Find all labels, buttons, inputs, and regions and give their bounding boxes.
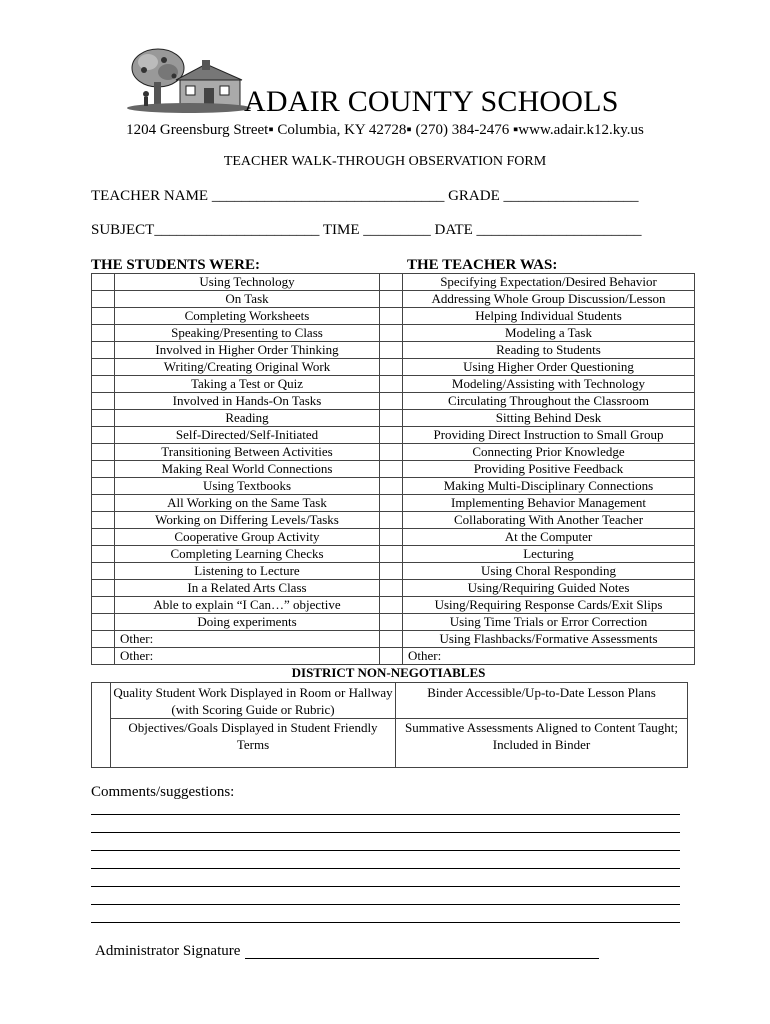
teacher-item: Sitting Behind Desk [403,410,695,427]
comment-line[interactable] [91,886,680,887]
teacher-item: Lecturing [403,546,695,563]
checklist-row [92,631,695,648]
student-checkbox[interactable] [92,444,115,461]
student-item: Using Technology [115,274,380,291]
teacher-item: Using/Requiring Response Cards/Exit Slips [403,597,695,614]
checklist-row [92,308,695,325]
teacher-item: Connecting Prior Knowledge [403,444,695,461]
teacher-checkbox[interactable] [380,444,403,461]
teacher-checkbox[interactable] [380,393,403,410]
teacher-checkbox[interactable] [380,529,403,546]
checklist-row [92,597,695,614]
student-checkbox[interactable] [92,376,115,393]
student-item: Speaking/Presenting to Class [115,325,380,342]
observation-checklist [91,273,695,665]
checklist-row [92,648,695,665]
student-checkbox[interactable] [92,631,115,648]
student-checkbox[interactable] [92,614,115,631]
student-item: In a Related Arts Class [115,580,380,597]
student-item: Writing/Creating Original Work [115,359,380,376]
checklist-row [92,546,695,563]
non-negotiable-row [92,719,688,768]
teacher-checkbox[interactable] [380,580,403,597]
student-item: Involved in Higher Order Thinking [115,342,380,359]
checklist-row [92,376,695,393]
teacher-item: Specifying Expectation/Desired Behavior [403,274,695,291]
checklist-row [92,444,695,461]
comment-line[interactable] [91,850,680,851]
student-item: Cooperative Group Activity [115,529,380,546]
student-item: Doing experiments [115,614,380,631]
comment-line[interactable] [91,868,680,869]
student-item: Working on Differing Levels/Tasks [115,512,380,529]
checklist-row [92,478,695,495]
student-checkbox[interactable] [92,546,115,563]
teacher-checkbox[interactable] [380,342,403,359]
checklist-row [92,512,695,529]
student-checkbox[interactable] [92,325,115,342]
non-negotiable-row [92,683,688,719]
student-checkbox[interactable] [92,393,115,410]
student-checkbox[interactable] [92,359,115,376]
teacher-item: Modeling a Task [403,325,695,342]
comments-label: Comments/suggestions: [91,784,235,800]
checklist-row [92,393,695,410]
student-item: Listening to Lecture [115,563,380,580]
checklist-row [92,461,695,478]
non-negotiables-title: DISTRICT NON-NEGOTIABLES [291,665,486,680]
teacher-checkbox[interactable] [380,614,403,631]
teacher-item: Other: [403,648,695,665]
teacher-column-heading: THE TEACHER WAS: [407,257,558,273]
student-item: Self-Directed/Self-Initiated [115,427,380,444]
teacher-checkbox[interactable] [380,291,403,308]
teacher-checkbox[interactable] [380,478,403,495]
form-title: TEACHER WALK-THROUGH OBSERVATION FORM [223,154,547,169]
student-checkbox[interactable] [92,461,115,478]
teacher-item: Using Higher Order Questioning [403,359,695,376]
checklist-row [92,410,695,427]
student-item: Taking a Test or Quiz [115,376,380,393]
student-item: Making Real World Connections [115,461,380,478]
teacher-checkbox[interactable] [380,410,403,427]
student-item: All Working on the Same Task [115,495,380,512]
student-checkbox[interactable] [92,495,115,512]
student-checkbox[interactable] [92,308,115,325]
teacher-checkbox[interactable] [380,359,403,376]
teacher-checkbox[interactable] [380,461,403,478]
student-checkbox[interactable] [92,478,115,495]
comment-line[interactable] [91,832,680,833]
teacher-name-grade-field[interactable]: TEACHER NAME _______________________________ GRADE __________________ [91,188,639,204]
teacher-checkbox[interactable] [380,512,403,529]
teacher-checkbox[interactable] [380,546,403,563]
teacher-checkbox[interactable] [380,325,403,342]
teacher-item: Modeling/Assisting with Technology [403,376,695,393]
student-checkbox[interactable] [92,648,115,665]
student-checkbox[interactable] [92,529,115,546]
student-item: Able to explain “I Can…” objective [115,597,380,614]
non-negotiable-checkbox[interactable] [92,683,111,768]
teacher-item: Addressing Whole Group Discussion/Lesson [403,291,695,308]
teacher-checkbox[interactable] [380,563,403,580]
checklist-row [92,580,695,597]
teacher-item: Using Time Trials or Error Correction [403,614,695,631]
non-negotiable-item: Objectives/Goals Displayed in Student Friendly Terms [111,719,396,768]
student-checkbox[interactable] [92,274,115,291]
checklist-row [92,274,695,291]
student-checkbox[interactable] [92,512,115,529]
non-negotiables-table [91,682,688,768]
checklist-row [92,325,695,342]
student-item: Reading [115,410,380,427]
student-item: Completing Worksheets [115,308,380,325]
checklist-row [92,614,695,631]
teacher-checkbox[interactable] [380,427,403,444]
student-item: Transitioning Between Activities [115,444,380,461]
non-negotiable-item: Quality Student Work Displayed in Room or Hallway (with Scoring Guide or Rubric) [111,683,396,719]
checklist-row [92,291,695,308]
teacher-item: Helping Individual Students [403,308,695,325]
teacher-item: Using Choral Responding [403,563,695,580]
teacher-checkbox[interactable] [380,376,403,393]
teacher-checkbox[interactable] [380,495,403,512]
student-checkbox[interactable] [92,563,115,580]
student-item: Other: [115,631,380,648]
student-checkbox[interactable] [92,597,115,614]
signature-line[interactable] [245,958,599,959]
non-negotiable-item: Summative Assessments Aligned to Content Taught; Included in Binder [396,719,688,768]
teacher-item: Using Flashbacks/Formative Assessments [403,631,695,648]
non-negotiable-item: Binder Accessible/Up-to-Date Lesson Plans [396,683,688,719]
subject-time-date-field[interactable]: SUBJECT______________________ TIME _________ DATE ______________________ [91,222,642,238]
student-item: Using Textbooks [115,478,380,495]
school-logo [124,46,254,114]
teacher-checkbox[interactable] [380,308,403,325]
student-item: Other: [115,648,380,665]
checklist-row [92,529,695,546]
teacher-item: Circulating Throughout the Classroom [403,393,695,410]
signature-label: Administrator Signature [95,943,241,959]
teacher-item: Providing Positive Feedback [403,461,695,478]
teacher-checkbox[interactable] [380,631,403,648]
teacher-item: Using/Requiring Guided Notes [403,580,695,597]
checklist-row [92,359,695,376]
student-item: Completing Learning Checks [115,546,380,563]
student-item: On Task [115,291,380,308]
checklist-row [92,563,695,580]
comment-line[interactable] [91,814,680,815]
school-address: 1204 Greensburg Street▪ Columbia, KY 42728▪ (270) 384-2476 ▪www.adair.k12.ky.us [126,122,644,138]
teacher-item: Collaborating With Another Teacher [403,512,695,529]
student-item: Involved in Hands-On Tasks [115,393,380,410]
teacher-checkbox[interactable] [380,597,403,614]
comment-line[interactable] [91,904,680,905]
teacher-item: Reading to Students [403,342,695,359]
student-checkbox[interactable] [92,291,115,308]
checklist-row [92,495,695,512]
checklist-row [92,342,695,359]
checklist-row [92,427,695,444]
school-name: ADAIR COUNTY SCHOOLS [244,85,619,118]
teacher-item: Implementing Behavior Management [403,495,695,512]
teacher-checkbox[interactable] [380,648,403,665]
student-checkbox[interactable] [92,580,115,597]
teacher-item: Providing Direct Instruction to Small Group [403,427,695,444]
comment-line[interactable] [91,922,680,923]
student-checkbox[interactable] [92,410,115,427]
teacher-item: Making Multi-Disciplinary Connections [403,478,695,495]
teacher-checkbox[interactable] [380,274,403,291]
student-checkbox[interactable] [92,342,115,359]
teacher-item: At the Computer [403,529,695,546]
students-column-heading: THE STUDENTS WERE: [91,257,260,273]
student-checkbox[interactable] [92,427,115,444]
